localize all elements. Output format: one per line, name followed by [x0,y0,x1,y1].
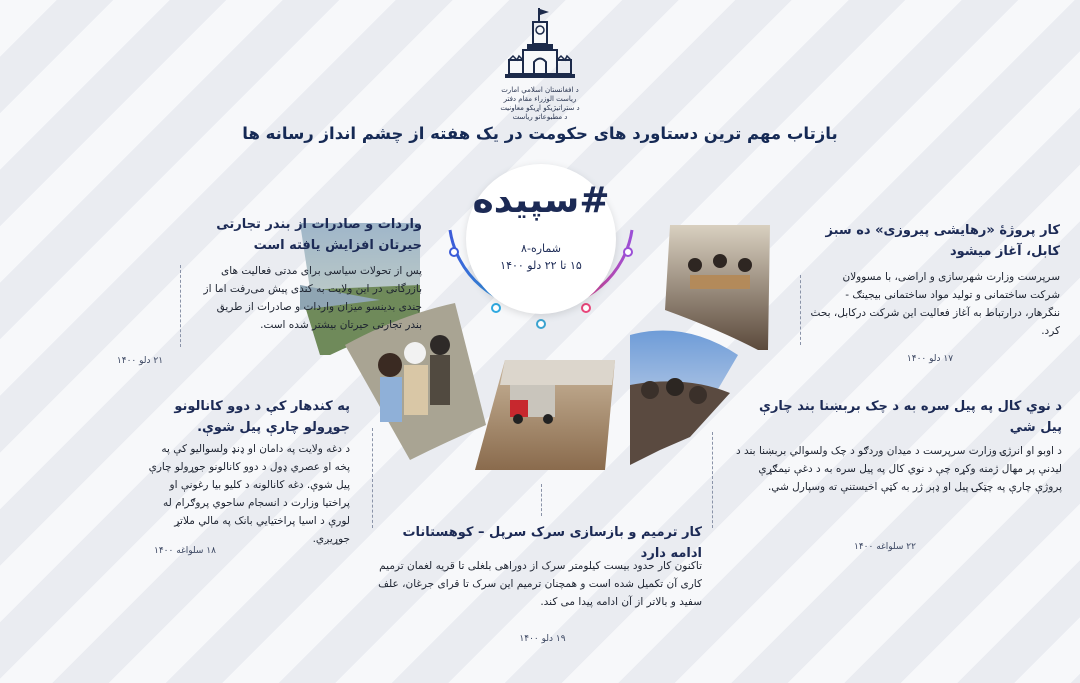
story-divider [800,275,801,345]
story-divider [541,484,542,516]
story-date-chak-dam: ۲۲ سلواغه ۱۴۰۰ [854,542,916,552]
story-date-sar-e-pul: ۱۹ دلو ۱۴۰۰ [519,634,566,644]
story-divider [712,432,713,528]
story-date-kandahar: ۱۸ سلواغه ۱۴۰۰ [154,546,216,556]
issue-date-range: ۱۵ تا ۲۲ دلو ۱۴۰۰ [500,259,582,272]
org-line: د مطبوعاتو رياست [512,113,568,121]
story-divider [372,428,373,528]
story-title-green-kabul: کار پروژهٔ «رهایشی پیروزی» ده سبز کابل، آغاز میشود [825,223,1060,259]
clock-tower-emblem-icon [505,8,575,86]
story-date-hairatan: ۲۱ دلو ۱۴۰۰ [116,356,164,366]
story-date-green-kabul: ۱۷ دلو ۱۴۰۰ [906,354,954,364]
story-body-green-kabul: سرپرست وزارت شهرسازی و اراضی، با مسوولان شرکت ساختمانی و تولید مواد ساختمانی بیجینګ - ننگرهار، درارتباط به آغاز فعالیت این شرکت درکابل، بحث کرد. [810,271,1060,337]
story-title-hairatan: واردات و صادرات از بندر تجارتی حیرتان افزایش یافته است [216,217,422,253]
issue-number: شماره-۸ [521,242,561,255]
story-title-chak-dam: د نوي کال په پیل سره به د چک بربښنا بند چارې پیل شي [759,399,1062,435]
organization-lines [455,86,625,122]
story-body-sar-e-pul: تاکنون کار حدود بیست کیلومتر سرک از دوراهی بلغلی تا قریه لغمان ترمیم کاری آن تکمیل شده است و همچنان ترمیم این سرک تا قرای جرغان، علف سفید و بالاتر از آن ادامه پیدا می کند. [378,560,702,608]
story-body-chak-dam: د اوبو او انرژۍ وزارت سرپرست د میدان وردګو د چک ولسوالي بربښنا بند د لیدنې پر مهال ژمنه وکړه چې د نوي کال په پیل سره به د دغې نیمګړې پروژې چارې په چټکۍ پیل او ډېر ژر به کټې اخیستنې ته وسپارل شي. [735,445,1062,493]
story-divider [180,265,181,347]
story-title-kandahar: په کندهار کې د دوو کانالونو جوړولو چارې پیل شوې. [174,399,350,435]
page-headline: بازتاب مهم ترین دستاورد های حکومت در یک هفته از چشم انداز رسانه ها [242,124,838,143]
org-line: د افغانستان اسلامي امارت [501,86,579,94]
story-body-hairatan: پس از تحولات سیاسی برای مدتی فعالیت های بازرگانی در این ولایت به کندی پیش می‌رفت اما از چندی بدینسو میزان واردات و صادرات از طریق بندر تجارتی حیرتان بیشتر شده است. [203,265,422,331]
org-line: رياست الوزراء مقام دفتر [503,95,577,103]
org-line: د ستراتيژيکو اړيکو معاونيت [500,104,580,112]
story-body-kandahar: د دغه ولایت په دامان او ډنډ ولسوالیو کې په پخه او عصري ډول د دوو کانالونو جوړولو چارې پیل شوې. دغه کانالونه د کلیو بیا رغونې او پراختیا وزارت د انسجام ساحوي پروګرام له لورې د اسیا پراختیایي بانک په مالي ملاتړ جوړیږي. [148,443,350,545]
story-title-sar-e-pul: کار ترمیم و بازسازی سرک سرپل – کوهستانات ادامه دارد [402,525,702,561]
hashtag-title: #سپیده [472,180,610,221]
